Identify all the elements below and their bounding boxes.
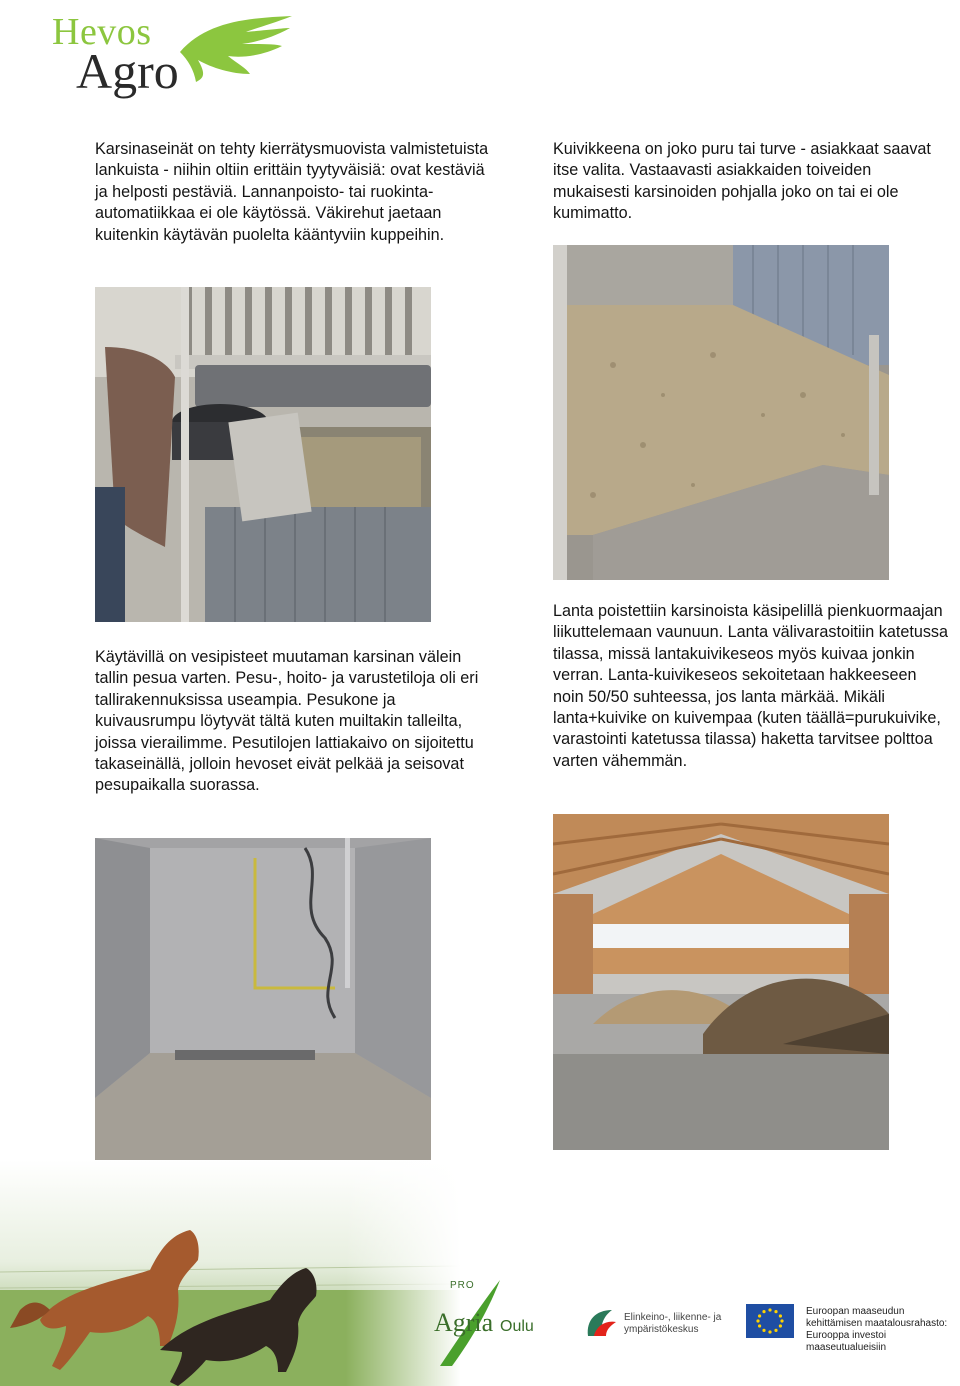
eu-fund-text: Euroopan maaseudun kehittämisen maatalousrahasto: Eurooppa investoi maaseutualueisiin bbox=[806, 1306, 948, 1353]
logo-word-hevos: Hevos bbox=[52, 11, 152, 53]
proagria-region: Oulu bbox=[500, 1318, 534, 1335]
photo-manure-storage bbox=[553, 814, 889, 1150]
photo-stall-feed-bowl bbox=[95, 287, 431, 622]
proagria-name: Agria bbox=[434, 1308, 494, 1337]
ely-centre-icon bbox=[582, 1304, 620, 1342]
paragraph-wash-areas: Käytävillä on vesipisteet muutaman karsinan välein tallin pesua varten. Pesu-, hoito- ja varustetiloja oli eri tallirakennuksissa useampia. Pesukone ja kuivausrumpu löytyvät tältä kuten muiltakin talleilta, joissa vierailimme. Pesutilojen lattiakaivo on sijoitettu takaseinällä, jolloin hevoset eivät pelkää ja seisovat pesupaikalla suorassa. bbox=[95, 648, 479, 795]
logo-word-agro: Agro bbox=[76, 43, 179, 99]
photo-stall-bedding bbox=[553, 245, 889, 580]
paragraph-stall-walls: Karsinaseinät on tehty kierrätysmuovista valmistetuista lankuista - niihin oltiin erittäin tyytyväisiä: ovat kestäviä ja helposti pestäviä. Lannanpoisto- tai ruokinta-automatiikkaa ei ole käytössä. Väkirehut jaetaan kuitenkin käytävän puolelta kääntyviin kuppeihin. bbox=[95, 140, 489, 244]
photo-wash-bay bbox=[95, 838, 431, 1173]
paragraph-manure-removal: Lanta poistettiin karsinoista käsipelillä pienkuormaajan liikuttelemaan vaunuun. Lanta välivarastoitiin katetussa tilassa, missä lantakuivikeseos myös kuivaa jonkin verran. Lanta-kuivikeseos sekoitetaan hakkeeseen noin 50/50 suhteessa, jos lanta märkää. Mikäli lanta+kuivike on kuivempaa (kuten täällä=purukuivike, varastointi katetussa tilassa) haketta tarvitsee polttoa varten vähemmän. bbox=[553, 602, 949, 770]
paragraph-bedding: Kuivikkeena on joko puru tai turve - asiakkaat saavat itse valita. Vastaavasti asiakkaiden toiveiden mukaisesti karsinoiden pohjalla joko on tai ei ole kumimatto. bbox=[553, 140, 931, 223]
wing-icon bbox=[176, 12, 294, 84]
proagria-pro-label: PRO bbox=[450, 1280, 475, 1291]
eu-flag-icon bbox=[746, 1304, 794, 1338]
ely-centre-name: Elinkeino-, liikenne- ja ympäristökeskus bbox=[624, 1312, 722, 1335]
